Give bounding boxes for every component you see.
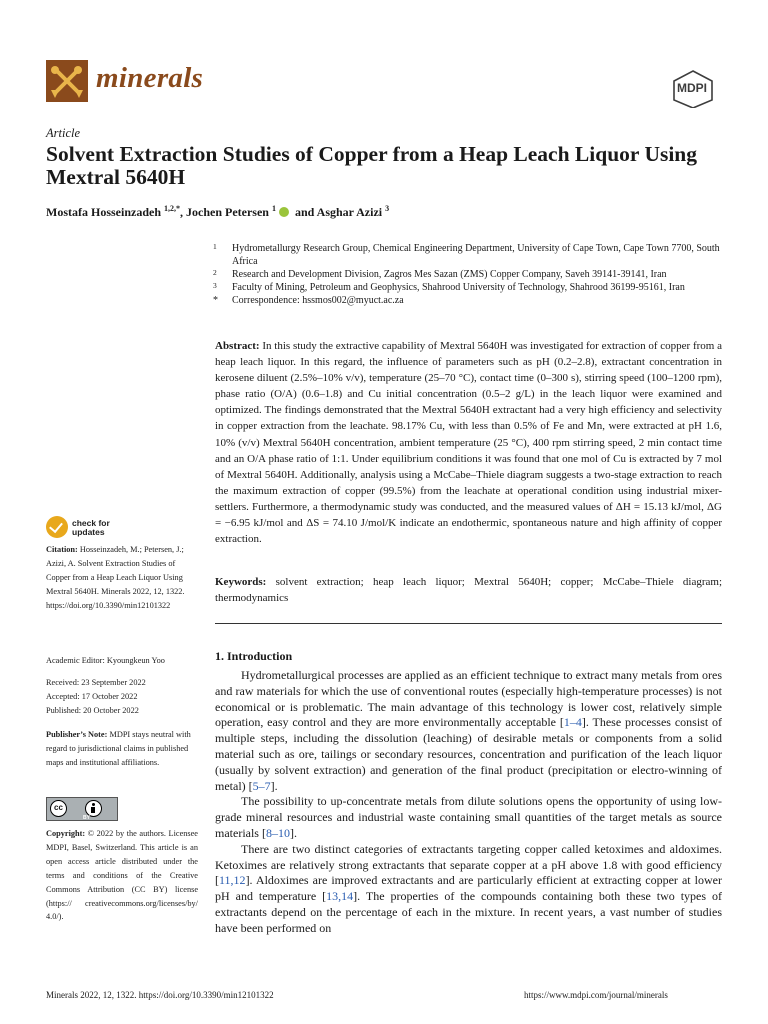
author-name[interactable]: Jochen Petersen: [186, 205, 269, 219]
author-list: [46, 204, 389, 220]
copyright-text: © 2022 by the authors. Licensee MDPI, Basel, Switzerland. This article is an open access article distributed under the terms and conditions of the Creative Commons Attribution (CC BY) license (https:// creativecommons.org/licenses/by/ 4.0/).: [46, 829, 198, 922]
author-affiliation-marker: 1,2,*: [164, 204, 180, 213]
reference-link[interactable]: 13,14: [326, 889, 354, 904]
affiliation-item: [210, 281, 730, 294]
reference-link[interactable]: 5–7: [252, 778, 271, 793]
abstract-text: In this study the extractive capability of Mextral 5640H was investigated for extraction of copper from a heap leach liquor. In this regard, the influence of parameters such as pH (0.2–2.8), extractant concentration in kerosene diluent (2.5%–10% v/v), temperature (25–70 °C), contact time (0–300 s), stirring speed (100–1200 rpm), phase ratio (O/A) (0.6–1.8) and Cu initial concentration (0.5–2 g/L) in the leach liquor were examined and optimized. The findings demonstrated that the Mextral 5640H extractant had a very high efficiency and selectivity in copper extraction from the leachate. 98.17% Cu, with less than 0.5% of Fe and Mn, were extracted at pH 1.6, 10% (v/v) Mextral 5640H concentration, ambient temperature (25 °C), 400 rpm stirring speed, 2 min contact time and an O/A phase ratio of 1:1. Under equilibrium conditions it was found that one mol of Cu is extracted by 7 mol of Mextral 5640H. Additionally, analysis using a McCabe–Thiele diagram suggests a two-stage extraction to reach the maximum extraction of copper (99.5%) from the leachate at operational condition using industrial mixer-settlers. Furthermore, a thermodynamic study was conducted, and the measured values of ΔH = 15.13 kJ/mol, ΔG = −6.95 kJ/mol and ΔS = 74.10 J/mol/K indicate an endothermic, spontaneous nature and high affinity of copper extraction.: [215, 340, 722, 546]
affiliation-marker: 2: [213, 268, 217, 277]
keywords-label: Keywords:: [215, 576, 267, 588]
check-updates-icon: [46, 516, 68, 538]
cc-by-license-badge[interactable]: [46, 797, 118, 821]
affiliations: [210, 242, 730, 307]
keywords-text: solvent extraction; heap leach liquor; Mextral 5640H; copper; McCabe–Thiele diagram; thermodynamics: [215, 576, 722, 604]
keywords: [215, 574, 722, 606]
abstract-label: Abstract:: [215, 340, 260, 352]
paragraph-text: ]. The properties of the compounds containing both these two types of extractants depend on the percentage of each in the mixture. In recent years, a vast number of studies have been performed on: [215, 889, 723, 935]
affiliation-item: [210, 242, 730, 268]
publisher-note: [46, 728, 198, 770]
paragraph-text: ]. These processes consist of multiple steps, including the dissolution (leaching) of desirable metals or components from a solid material such as ore, tailings or secondary resources, concentration and purification of the leach liquor (usually by solvent extraction) and generation of the final product (precipitation or electro-winning of metal) [: [215, 715, 723, 793]
reference-link[interactable]: 8–10: [265, 825, 290, 840]
citation-label: Citation:: [46, 545, 78, 554]
author-name[interactable]: Asghar Azizi: [316, 205, 383, 219]
affiliation-marker: 1: [213, 242, 217, 251]
minerals-logo-icon: [46, 60, 88, 102]
affiliation-text: Hydrometallurgy Research Group, Chemical Engineering Department, University of Cape Town, Cape Town 7700, South Africa: [232, 243, 720, 267]
publisher-note-label: Publisher’s Note:: [46, 730, 108, 739]
mdpi-logo: [668, 68, 718, 108]
paragraph: [215, 668, 722, 794]
copyright-label: Copyright:: [46, 829, 86, 838]
paragraph-text: ]. Aldoximes are improved extractants and are particularly efficient at extracting copper at lower pH and temperature [: [215, 873, 722, 904]
citation: [46, 543, 198, 613]
orcid-icon[interactable]: [279, 207, 289, 217]
academic-editor: Academic Editor: Kyoungkeun Yoo: [46, 656, 165, 665]
received-date: Received: 23 September 2022: [46, 678, 146, 687]
paragraph-text: The possibility to up-concentrate metals from dilute solutions opens the opportunity of using low-grade mineral resources and industrial waste containing small quantities of the target metals as source materials [: [215, 794, 722, 840]
author-affiliation-marker: 1: [271, 204, 276, 213]
copyright-notice: [46, 827, 198, 924]
check-for-updates-button[interactable]: [46, 516, 136, 544]
check-updates-line: check for: [72, 518, 110, 528]
affiliation-item: [210, 294, 730, 307]
publisher-note-text: MDPI stays neutral with regard to jurisdictional claims in published maps and institutional affiliations.: [46, 730, 191, 767]
section-heading: 1. Introduction: [215, 649, 293, 663]
abstract: [215, 338, 722, 547]
body-text: [215, 668, 722, 937]
creative-commons-icon: cc: [50, 800, 67, 817]
affiliation-text: Faculty of Mining, Petroleum and Geophysics, Shahrood University of Technology, Shahrood 36199-95161, Iran: [232, 282, 685, 293]
accepted-date: Accepted: 17 October 2022: [46, 691, 138, 701]
published-date: Published: 20 October 2022: [46, 705, 139, 715]
affiliation-item: [210, 268, 730, 281]
check-updates-label: [72, 519, 110, 537]
affiliation-text: Research and Development Division, Zagros Mes Sazan (ZMS) Copper Company, Saveh 39141-39141, Iran: [232, 269, 667, 280]
section-divider: [215, 623, 722, 624]
affiliation-marker: *: [213, 295, 218, 306]
footer-journal-url[interactable]: https://www.mdpi.com/journal/minerals: [524, 990, 668, 1000]
footer-citation[interactable]: Minerals 2022, 12, 1322. https://doi.org/10.3390/min12101322: [46, 990, 274, 1000]
journal-name: minerals: [96, 62, 204, 94]
paragraph: [215, 794, 722, 841]
paragraph: [215, 842, 722, 937]
paragraph-text: ].: [270, 778, 278, 793]
author-affiliation-marker: 3: [385, 204, 390, 213]
affiliation-marker: 3: [213, 281, 217, 290]
correspondence-email[interactable]: Correspondence: hssmos002@myuct.ac.za: [232, 295, 404, 306]
check-updates-line: updates: [72, 527, 105, 537]
reference-link[interactable]: 1–4: [563, 715, 582, 730]
author-separator: and: [291, 205, 317, 219]
author-separator: ,: [180, 205, 186, 219]
citation-text[interactable]: Hosseinzadeh, M.; Petersen, J.; Azizi, A. Solvent Extraction Studies of Copper from a Heap Leach Liquor Using Mextral 5640H. Minerals 2022, 12, 1322. https://doi.org/10.3390/min12101322: [46, 545, 185, 610]
author-name[interactable]: Mostafa Hosseinzadeh: [46, 205, 161, 219]
by-label: BY: [83, 815, 90, 821]
paragraph-text: ].: [289, 825, 297, 840]
paragraph-text: Hydrometallurgical processes are applied as an efficient technique to extract many metals from ores and raw materials for which the use of conventional routes (especially high-temperature processes) is not economical or is problematic. The main advantage of this technology is lower cost, relatively simple operation, easy control and they are more environmentally acceptable [: [215, 668, 722, 730]
mdpi-logo-text: MDPI: [677, 81, 707, 95]
publication-dates: [46, 676, 198, 718]
paragraph-text: There are two distinct categories of extractants targeting copper called ketoximes and aldoximes. Ketoximes are relatively strong extractants that separate copper at a pH above 1.8 with good efficiency [: [215, 841, 722, 888]
article-type: Article: [46, 126, 81, 140]
article-title: Solvent Extraction Studies of Copper from a Heap Leach Liquor Using Mextral 5640H: [46, 142, 698, 189]
reference-link[interactable]: 11,12: [219, 873, 246, 888]
